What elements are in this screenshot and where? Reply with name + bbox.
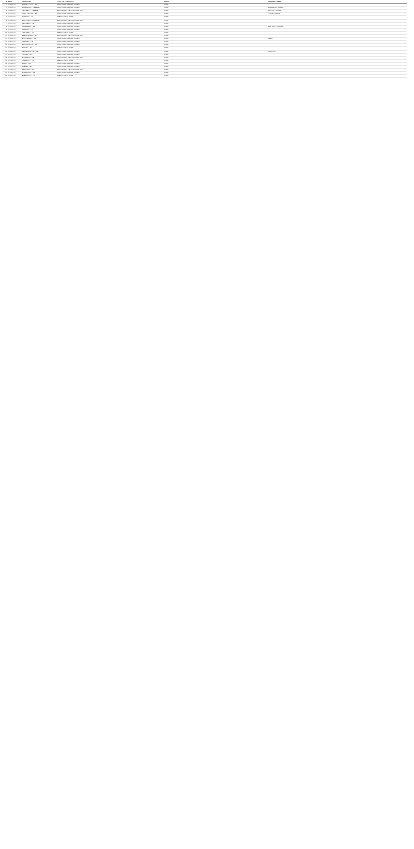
cell-company [268,72,354,74]
cell-company [268,44,354,46]
cell-date: 2/24/22 [8,69,16,72]
cell-event: FIRE [164,69,169,72]
cell-location: RENO, NV [22,62,31,65]
cell-num: 19 [4,59,7,62]
cell-date: 1/05/22 [8,7,16,10]
cell-num: 21 [4,65,7,68]
cell-num: 6 [5,19,7,22]
cell-company [268,23,354,25]
cell-num: 7 [5,22,7,25]
cell-type: FOOD PROCESSING PLANT [57,4,80,7]
cell-company [268,35,354,37]
cell-date: 2/11/22 [8,53,16,56]
cell-date: 1/02/22 [8,4,16,7]
cell-date: 2/01/22 [8,41,16,44]
cell-type: FOOD PROCESSING PLANT [57,50,80,53]
cell-event: FIRE [164,50,169,53]
cell-type: DESTROYED CATTLE/POULTRY [57,19,83,22]
cell-type: DESTROYED CATTLE/POULTRY [57,10,83,13]
cell-company [268,69,354,71]
cell-location: BOSWORTH, CANADA [22,7,40,10]
cell-location: LUBBOCK, TX [22,59,34,62]
cell-num: 17 [4,53,7,56]
cell-type: FOOD PROCESSING PLANT [57,44,80,47]
cell-num: 1 [5,4,7,7]
cell-type: FOOD PROCESSING PLANT [57,72,80,75]
cell-type: FOOD PROCESSING PLANT [57,38,80,41]
cell-company [268,57,354,59]
cell-location: DODGE CITY, KS [22,4,38,7]
cell-location: CALGARY, CANADA [22,10,39,13]
cell-num: 12 [4,38,7,41]
cell-date: 1/28/22 [8,35,16,38]
cell-event: FIRE [164,65,169,68]
cell-num: 14 [4,44,7,47]
cell-num: 2 [5,7,7,10]
cell-company [268,41,354,43]
cell-location: GAINESVILLE, GA [22,50,39,53]
cell-event: FIRE [164,59,169,62]
cell-num: 22 [4,69,7,72]
cell-date: 2/18/22 [8,62,16,65]
cell-location: OMAHA, NE [22,65,32,68]
cell-date: 1/08/22 [8,10,16,13]
cell-company [268,63,354,65]
header-company: COMPANY NAME [268,1,281,3]
cell-location: TULSA, OK [22,53,32,56]
header-type: TYPE OF FACILITY [57,1,75,3]
table-row [2,75,407,78]
cell-type: GRAIN SILO FIRE [57,59,74,62]
cell-company [268,32,354,34]
cell-event: FIRE [164,56,169,59]
cell-event: FIRE [164,7,169,10]
cell-date: 1/30/22 [8,38,16,41]
cell-company: TYSON FOODS [268,13,280,16]
cell-num: 3 [5,10,7,13]
cell-num: 9 [5,28,7,31]
cell-type: FOOD PROCESSING PLANT [57,7,80,10]
cell-location: BELLEVILLE, ON [22,44,38,47]
header-date: DATE [8,1,13,3]
cell-date: 2/26/22 [8,72,16,75]
cell-event: FIRE [164,31,169,34]
cell-event: FIRE [164,53,169,56]
cell-type: DESTROYED CATTLE/POULTRY [57,69,83,72]
cell-date: 2/08/22 [8,50,16,53]
cell-num: 4 [5,13,7,16]
cell-company [268,29,354,31]
cell-company: KETTLE FOODS [268,10,281,13]
cell-date: 1/10/22 [8,13,16,16]
cell-type: FOOD PROCESSING PLANT [57,41,80,44]
cell-type: GRAIN SILO FIRE [57,16,74,19]
cell-date: 1/22/22 [8,28,16,31]
cell-type: DESTROYED CATTLE/POULTRY [57,35,83,38]
cell-company: RED HOT PEPPER [268,25,284,28]
cell-location: ABBOTSFORD, BC [22,35,38,38]
cell-company [268,75,354,77]
cell-event: FIRE [164,28,169,31]
cell-company: POULTRY [268,50,276,53]
cell-location: ATLANTA, GA [22,56,34,59]
cell-location: BRITISH COLUMBIA [22,19,40,22]
table-body [2,4,407,78]
cell-location: AMARILLO, TX [22,75,35,78]
cell-company [268,20,354,22]
cell-event: FIRE [164,10,169,13]
cell-event: FIRE [164,75,169,78]
cell-event: FIRE [164,13,169,16]
cell-type: GRAIN SILO FIRE [57,75,74,78]
cell-location: BOISE, ID [22,47,32,50]
cell-num: 18 [4,56,7,59]
cell-event: FIRE [164,72,169,75]
cell-num: 23 [4,72,7,75]
cell-location: FRESNO, CA [22,41,33,44]
cell-type: DESTROYED CATTLE/POULTRY [57,56,83,59]
cell-location: FORT SMITH, AR [22,13,38,16]
cell-event: FIRE [164,19,169,22]
cell-num: 15 [4,47,7,50]
cell-date: 2/05/22 [8,47,16,50]
cell-company: FARM [268,38,273,41]
cell-date: 2/16/22 [8,59,16,62]
cell-type: FOOD PROCESSING PLANT [57,22,80,25]
cell-event: FIRE [164,38,169,41]
cell-num: 11 [4,35,7,38]
cell-event: FIRE [164,16,169,19]
cell-num: 8 [5,25,7,28]
header-location: LOCATION [22,1,31,3]
cell-date: 1/14/22 [8,19,16,22]
cell-event: FIRE [164,62,169,65]
cell-type: FOOD PROCESSING PLANT [57,28,80,31]
cell-date: 1/19/22 [8,25,16,28]
cell-num: 20 [4,62,7,65]
cell-location: DENVER, CO [22,28,33,31]
cell-event: FIRE [164,47,169,50]
cell-num: 16 [4,50,7,53]
cell-event: FIRE [164,44,169,47]
cell-event: FIRE [164,25,169,28]
cell-location: SALINAS, CA [22,22,34,25]
cell-num: 5 [5,16,7,19]
cell-company [268,54,354,56]
cell-event: FIRE [164,35,169,38]
cell-company [268,4,354,6]
cell-num: 10 [4,31,7,34]
cell-type: FOOD PROCESSING PLANT [57,62,80,65]
cell-company [268,66,354,68]
header-num: # [5,1,7,3]
cell-num: 13 [4,41,7,44]
cell-location: PEMBROKE, ON [22,25,35,28]
cell-company [268,47,354,49]
cell-date: 3/01/22 [8,75,16,78]
cell-type: GRAIN SILO FIRE [57,31,74,34]
header-cause: EVENT [164,1,170,3]
cell-num: 24 [4,75,7,78]
cell-location: GIRVIN, TX [22,16,33,19]
cell-date: 1/25/22 [8,31,16,34]
cell-company [268,60,354,62]
cell-company [268,16,354,18]
cell-location: WINNIPEG, MB [22,72,35,75]
cell-date: 1/12/22 [8,16,16,19]
cell-date: 2/03/22 [8,44,16,47]
cell-event: FIRE [164,4,169,7]
cell-type: FOOD PROCESSING PLANT [57,13,80,16]
cell-type: FOOD PROCESSING PLANT [57,65,80,68]
cell-type: GRAIN SILO FIRE [57,47,74,50]
spreadsheet-table [2,1,407,78]
cell-type: FOOD PROCESSING PLANT [57,25,80,28]
cell-location: MADISON, WI [22,69,34,72]
cell-type: FOOD PROCESSING PLANT [57,53,80,56]
cell-company: BOSWORTH FOODS [268,7,284,10]
cell-date: 2/21/22 [8,65,16,68]
cell-location: HILLSBORO, OR [22,38,37,41]
cell-date: 2/14/22 [8,56,16,59]
cell-event: FIRE [164,41,169,44]
cell-date: 1/17/22 [8,22,16,25]
cell-event: FIRE [164,22,169,25]
cell-location: CHICAGO, IL [22,31,34,34]
